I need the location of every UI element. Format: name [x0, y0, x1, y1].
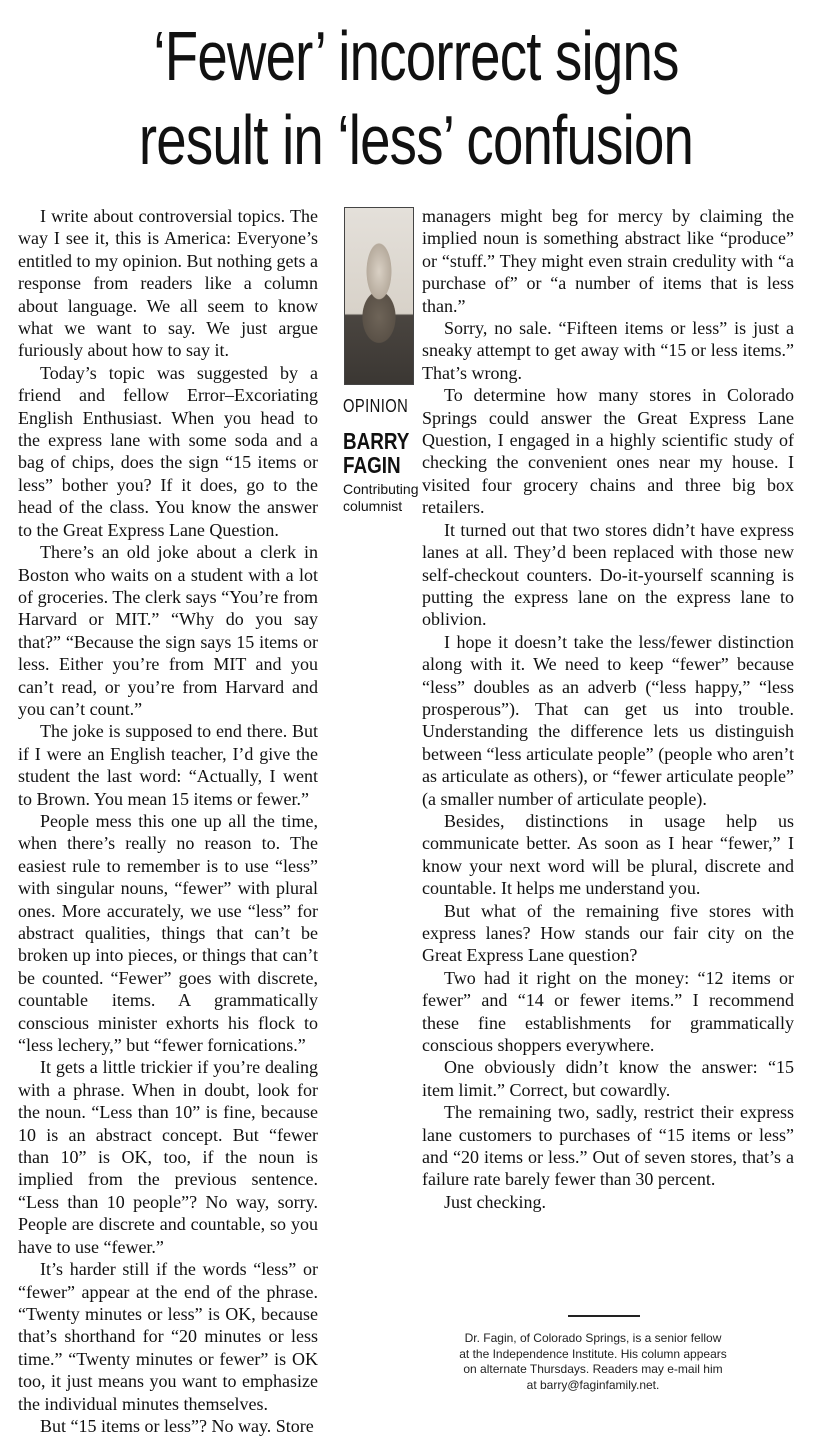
headline-line-2: result in ‘less’ confusion: [138, 101, 694, 179]
author-bio: [436, 1331, 750, 1393]
author-role-line-1: Contributing: [343, 481, 419, 497]
author-photo: [344, 207, 414, 385]
paragraph: The joke is supposed to end there. But if I were an English teacher, I’d give the student the last word: “Actually, I went to Brown. You mean 15 items or fewer.”: [18, 721, 318, 809]
divider: [568, 1315, 640, 1317]
bio-line-4: at barry@faginfamily.net.: [526, 1377, 660, 1392]
paragraph: The remaining two, sadly, restrict their express lane customers to purchases of “15 items or less” and “20 items or less.” Out of seven stores, that’s a failure rate barely fewer than 30 percent.: [422, 1102, 794, 1190]
bio-line-1: Dr. Fagin, of Colorado Springs, is a senior fellow: [464, 1331, 722, 1345]
article-column-2: [422, 205, 794, 1213]
paragraph: It gets a little trickier if you’re dealing with a phrase. When in doubt, look for the noun. “Less than 10” is fine, because 10 is an abstract concept. But “fewer than 10” is OK, too, if the noun is implied from the previous sentence. “Less than 10 people”? No way, sorry. People are discrete and countable, so you have to use “fewer.”: [18, 1057, 318, 1257]
bio-line-2: at the Independence Institute. His column appears: [459, 1346, 727, 1361]
author-first-name: BARRY: [343, 428, 410, 454]
paragraph: But what of the remaining five stores with express lanes? How stands our fair city on the Great Express Lane question?: [422, 900, 794, 966]
article-column-1: [18, 205, 318, 1437]
paragraph: Just checking.: [444, 1191, 546, 1212]
author-role: [343, 481, 433, 515]
paragraph: People mess this one up all the time, when there’s really no reason to. The easiest rule to remember is to use “less” with singular nouns, “fewer” with plural ones. More accurately, we use “less” for abstract qualities, things that can’t be broken up into pieces, or things that can’t be counted. “Fewer” goes with discrete, countable items. A grammatically conscious minister exhorts his flock to “less lechery,” but “fewer fornications.”: [18, 810, 318, 1056]
section-label: OPINION: [343, 396, 409, 416]
paragraph: One obviously didn’t know the answer: “15 item limit.” Correct, but cowardly.: [422, 1057, 794, 1100]
paragraph: It’s harder still if the words “less” or “fewer” appear at the end of the phrase. “Twenty minutes or less” is OK, because that’s shorthand for “20 minutes or less time.” “Twenty minutes or fewer” is OK too, it just means you want to emphasize the individual minutes themselves.: [18, 1259, 318, 1414]
paragraph: I hope it doesn’t take the less/fewer distinction along with it. We need to keep “fewer” because “less” doubles as an adverb (“less happy,” “less prosperous”). That can get us into trouble. Understanding the difference lets us distinguish between “less articulate people” (people who aren’t as articulate as others), or “fewer articulate people” (a smaller number of articulate people).: [422, 631, 794, 809]
author-last-name: FAGIN: [343, 452, 401, 478]
headline: [92, 14, 741, 182]
paragraph: But “15 items or less”? No way. Store: [40, 1415, 314, 1436]
headline-line-1: ‘Fewer’ incorrect signs: [153, 17, 679, 95]
paragraph: Sorry, no sale. “Fifteen items or less” is just a sneaky attempt to get away with “15 or less items.” That’s wrong.: [422, 318, 794, 383]
paragraph: Besides, distinctions in usage help us communicate better. As soon as I hear “fewer,” I know your next word will be plural, discrete and countable. It helps me understand you.: [422, 810, 794, 899]
byline: [343, 396, 433, 515]
paragraph: To determine how many stores in Colorado Springs could answer the Great Express Lane Question, I engaged in a highly scientific study of checking the convenient ones near my house. I visited four grocery chains and three big box retailers.: [422, 385, 794, 518]
paragraph: It turned out that two stores didn’t have express lanes at all. They’d been replaced with those new self-checkout counters. Do-it-yourself scanning is putting the express lane on the express lane to oblivion.: [422, 519, 794, 630]
bio-line-3: on alternate Thursdays. Readers may e-mail him: [463, 1362, 723, 1376]
paragraph: I write about controversial topics. The way I see it, this is America: Everyone’s entitled to my opinion. But nothing gets a response from readers like a column about language. We all seem to know what we want to say. We just argue furiously about how to say it.: [18, 206, 318, 361]
author-name: [343, 429, 417, 477]
paragraph: managers might beg for mercy by claiming the implied noun is something abstract like “produce” or “stuff.” They might even strain credulity with “a purchase of” or “a number of items that is less than.”: [422, 206, 794, 316]
paragraph: Today’s topic was suggested by a friend and fellow Error–Excoriating English Enthusiast. When you head to the express lane with some soda and a bag of chips, does the sign “15 items or less” bother you? If it does, go to the head of the class. You know the answer to the Great Express Lane Question.: [18, 362, 318, 540]
paragraph: Two had it right on the money: “12 items or fewer” and “14 or fewer items.” I recommend these fine establishments for grammatically conscious shoppers everywhere.: [422, 967, 794, 1056]
author-role-line-2: columnist: [343, 498, 403, 514]
paragraph: There’s an old joke about a clerk in Boston who waits on a student with a lot of groceries. The clerk says “You’re from Harvard or MIT.” “Why do you say that?” “Because the sign says 15 items or less. Either you’re from MIT and you can’t read, or you’re from Harvard and you can’t count.”: [18, 542, 318, 719]
